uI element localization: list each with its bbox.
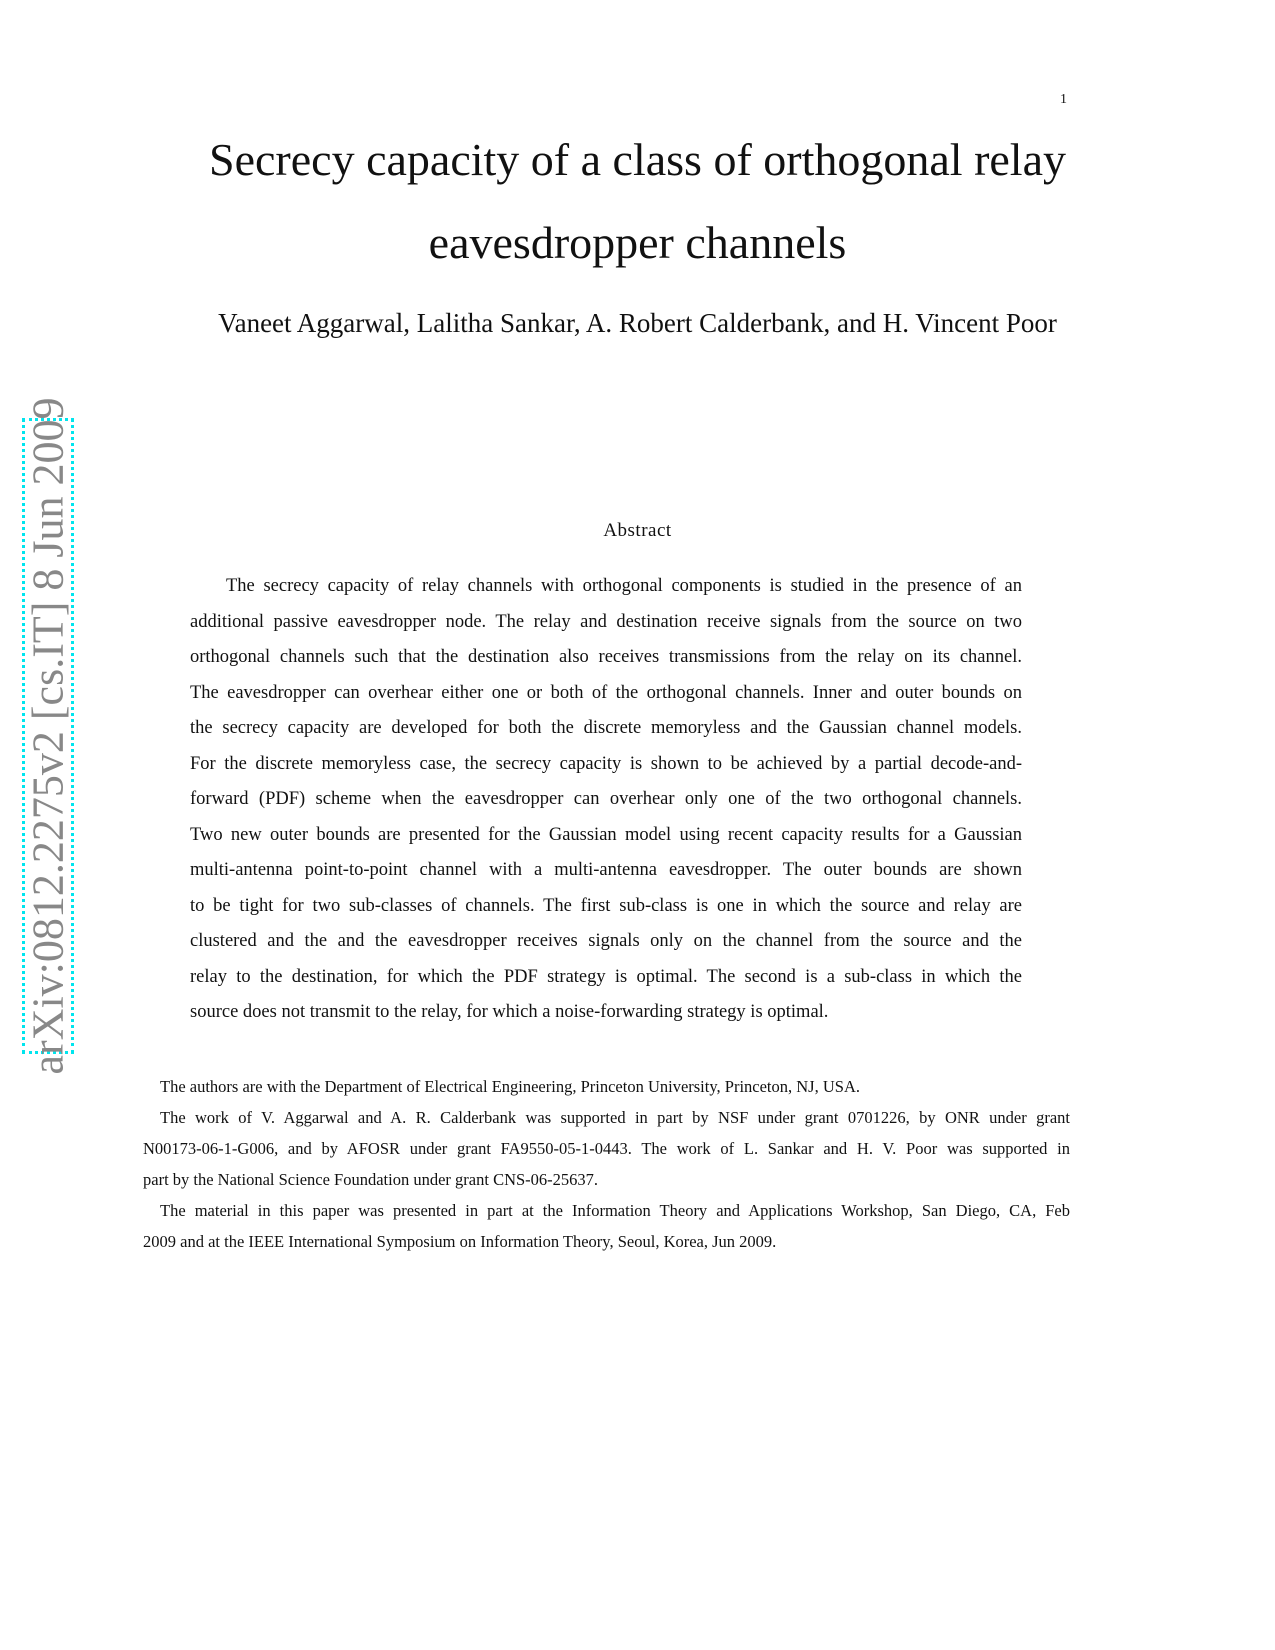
abstract-line: additional passive eavesdropper node. The relay and destination receive signals from the source on two	[190, 611, 1022, 632]
footnotes	[143, 1076, 1070, 1262]
authors: Vaneet Aggarwal, Lalitha Sankar, A. Robert Calderbank, and H. Vincent Poor	[218, 308, 1057, 338]
abstract-line: to be tight for two sub-classes of channels. The first sub-class is one in which the source and relay are	[190, 895, 1022, 916]
abstract-line: The secrecy capacity of relay channels with orthogonal components is studied in the presence of an	[226, 576, 1022, 596]
title-line-2: eavesdropper channels	[428, 217, 847, 268]
abstract-line: clustered and the and the eavesdropper receives signals only on the channel from the source and the	[190, 931, 1022, 951]
page-number: 1	[1060, 92, 1067, 107]
abstract-line: Two new outer bounds are presented for the Gaussian model using recent capacity results for a Gaussian	[190, 824, 1022, 845]
abstract-line: source does not transmit to the relay, for which a noise-forwarding strategy is optimal.	[190, 1002, 829, 1022]
abstract-line: forward (PDF) scheme when the eavesdropper can overhear only one of the two orthogonal channels.	[190, 789, 1022, 809]
arxiv-identifier: arXiv:0812.2275v2 [cs.IT] 8 Jun 2009	[23, 397, 73, 1075]
abstract-line: orthogonal channels such that the destination also receives transmissions from the relay on its channel.	[190, 647, 1022, 667]
footnote-affiliation: The authors are with the Department of Electrical Engineering, Princeton University, Princeton, NJ, USA.	[160, 1077, 860, 1096]
footnote-presentation-line: 2009 and at the IEEE International Symposium on Information Theory, Seoul, Korea, Jun 2009.	[143, 1232, 777, 1251]
footnote-funding-line: N00173-06-1-G006, and by AFOSR under grant FA9550-05-1-0443. The work of L. Sankar and H. V. Poor was supported in	[143, 1139, 1070, 1158]
footnote-presentation-line: The material in this paper was presented in part at the Information Theory and Applications Workshop, San Diego, CA, Feb	[160, 1201, 1070, 1220]
footnote-funding-line: part by the National Science Foundation under grant CNS-06-25637.	[143, 1170, 599, 1189]
abstract-line: the secrecy capacity are developed for both the discrete memoryless and the Gaussian channel models.	[190, 718, 1022, 738]
title-line-1: Secrecy capacity of a class of orthogonal relay	[209, 134, 1066, 185]
abstract-line: relay to the destination, for which the PDF strategy is optimal. The second is a sub-class in which the	[190, 966, 1022, 987]
abstract-heading: Abstract	[603, 520, 672, 541]
abstract-line: The eavesdropper can overhear either one or both of the orthogonal channels. Inner and outer bounds on	[190, 682, 1022, 703]
abstract-line: For the discrete memoryless case, the secrecy capacity is shown to be achieved by a partial decode-and-	[190, 753, 1022, 774]
abstract-body	[190, 574, 1022, 1036]
arxiv-stamp	[22, 397, 74, 1075]
abstract-line: multi-antenna point-to-point channel with a multi-antenna eavesdropper. The outer bounds are shown	[190, 860, 1022, 880]
footnote-funding-line: The work of V. Aggarwal and A. R. Calderbank was supported in part by NSF under grant 0701226, by ONR under grant	[160, 1108, 1070, 1127]
